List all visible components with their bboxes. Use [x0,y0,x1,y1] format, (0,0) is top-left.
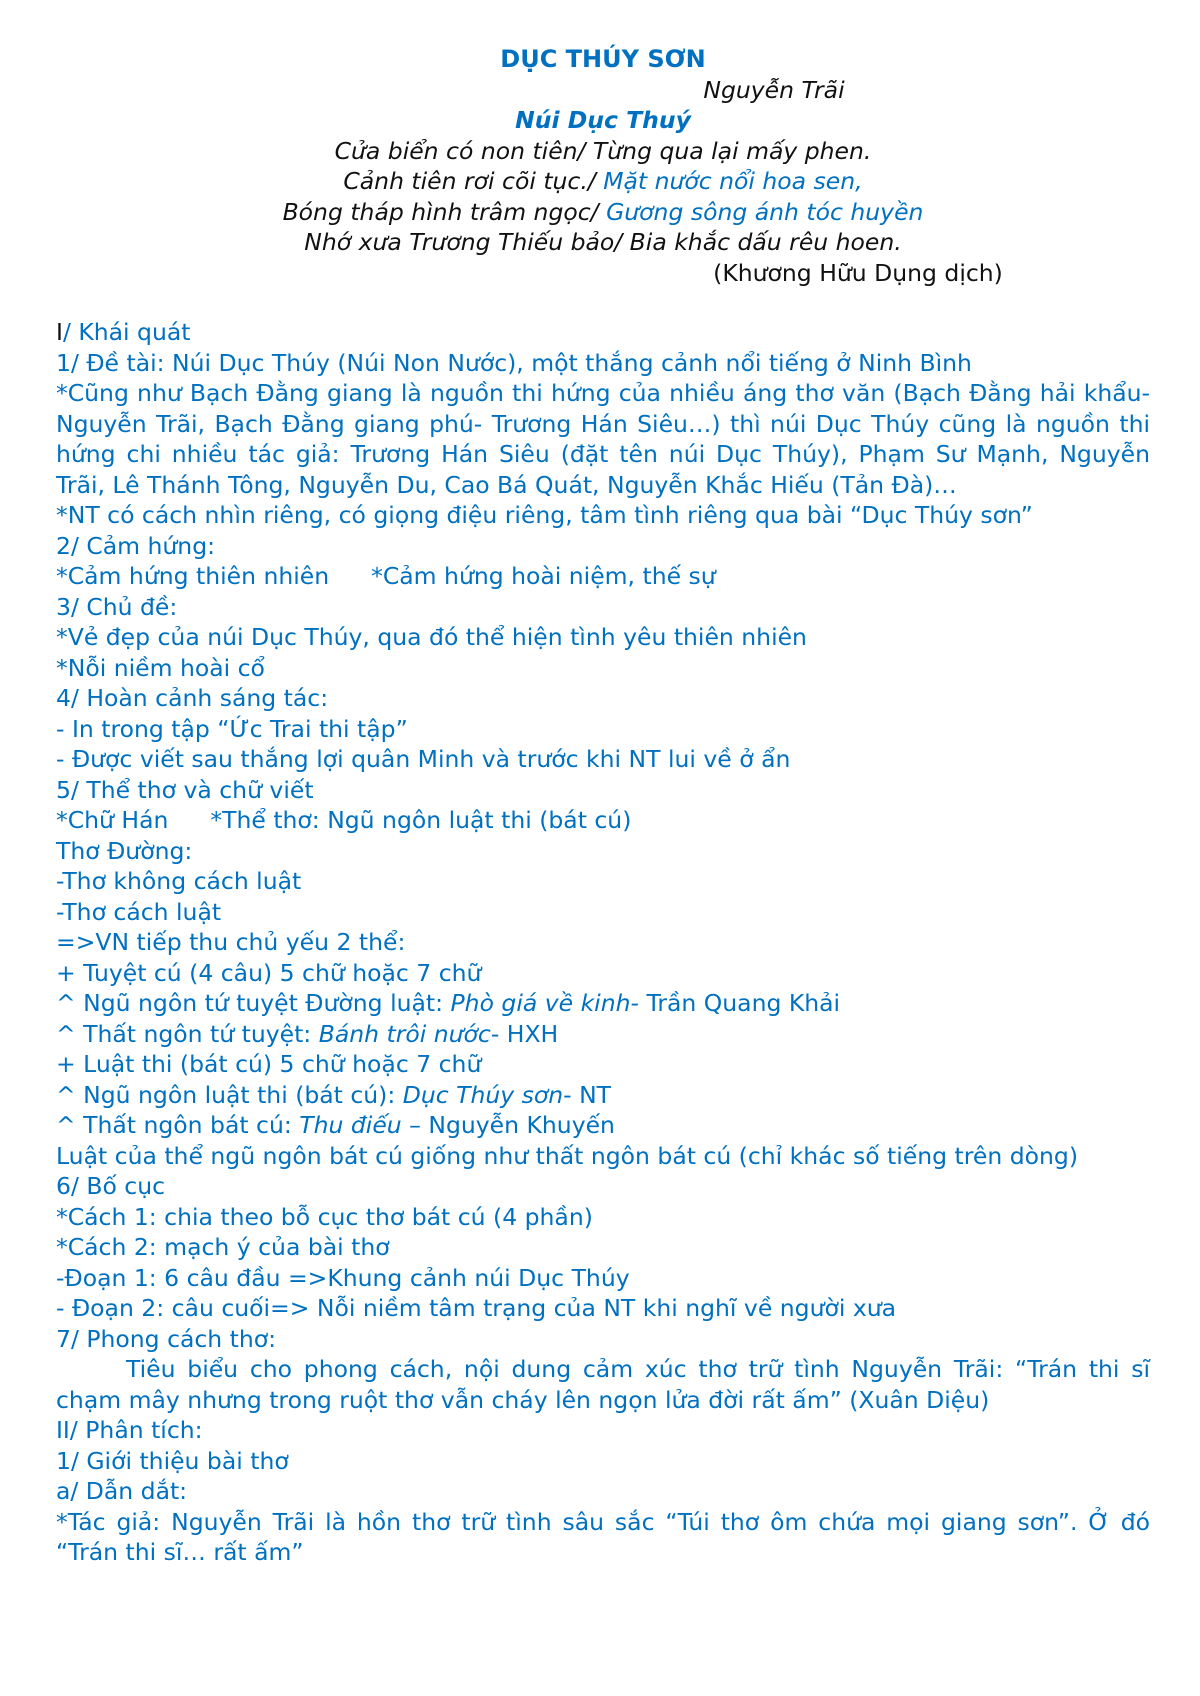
author-name: Nguyễn Trãi [703,75,845,104]
paragraph: -Thơ cách luật [56,897,222,926]
paragraph: -Đoạn 1: 6 câu đầu =>Khung cảnh núi Dục Thúy [56,1263,630,1292]
document-body [56,317,1150,1568]
document-header [56,44,1150,288]
document-title: DỤC THÚY SƠN [500,45,706,73]
paragraph: *Tác giả: Nguyễn Trãi là hồn thơ trữ tình sâu sắc “Túi thơ ôm chứa mọi giang sơn”. Ở đó “Trán thi sĩ… rất ấm” [56,1507,1150,1566]
paragraph: 1/ Đề tài: Núi Dục Thúy (Núi Non Nước), một thắng cảnh nổi tiếng ở Ninh Bình [56,348,972,377]
section-heading: I/ Khái quát [56,318,191,346]
paragraph: *Cách 1: chia theo bỗ cục thơ bát cú (4 phần) [56,1202,593,1231]
paragraph: - In trong tập “Ức Trai thi tập” [56,714,408,743]
paragraph: Luật của thể ngũ ngôn bát cú giống như thất ngôn bát cú (chỉ khác số tiếng trên dòng) [56,1141,1078,1170]
paragraph: 3/ Chủ đề: [56,592,178,621]
paragraph: 4/ Hoàn cảnh sáng tác: [56,684,329,712]
paragraph: -Thơ không cách luật [56,867,302,895]
poem-subtitle: Núi Dục Thuý [515,106,691,134]
paragraph: *NT có cách nhìn riêng, có giọng điệu riêng, tâm tình riêng qua bài “Dục Thúy sơn” [56,501,1033,529]
paragraph: ^ Ngũ ngôn luật thi (bát cú): Dục Thúy sơn- NT [56,1080,612,1109]
paragraph: 6/ Bố cục [56,1172,166,1200]
poem-line-3: Bóng tháp hình trâm ngọc/ Gương sông ánh tóc huyền [282,197,924,226]
paragraph: ^ Ngũ ngôn tứ tuyệt Đường luật: Phò giá về kinh- Trần Quang Khải [56,989,841,1017]
paragraph: - Được viết sau thắng lợi quân Minh và trước khi NT lui về ở ẩn [56,745,791,773]
paragraph: Thơ Đường: [56,836,193,865]
paragraph: Tiêu biểu cho phong cách, nội dung cảm xúc thơ trữ tình Nguyễn Trãi: “Trán thi sĩ chạm mây nhưng trong ruột thơ vẫn cháy lên ngọn lửa đời rất ấm” (Xuân Diệu) [56,1355,1150,1414]
paragraph: =>VN tiếp thu chủ yếu 2 thể: [56,928,406,956]
paragraph: *Nỗi niềm hoài cổ [56,653,265,682]
paragraph: - Đoạn 2: câu cuối=> Nỗi niềm tâm trạng của NT khi nghĩ về người xưa [56,1294,897,1322]
poem-line-2: Cảnh tiên rơi cõi tục./ Mặt nước nổi hoa sen, [343,167,863,195]
document-page [56,44,1150,1568]
paragraph: 1/ Giới thiệu bài thơ [56,1446,289,1475]
paragraph: *Cũng như Bạch Đằng giang là nguồn thi hứng của nhiều áng thơ văn (Bạch Đằng hải khẩu- Nguyễn Trãi, Bạch Đằng giang phú- Trương Hán Siêu…) thì núi Dục Thúy cũng là nguồn thi hứng chi nhiều tác giả: Trương Hán Siêu (đặt tên núi Dục Thúy), Phạm Sư Mạnh, Nguyễn Trãi, Lê Thánh Tông, Nguyễn Du, Cao Bá Quát, Nguyễn Khắc Hiếu (Tản Đà)… [56,379,1150,499]
translator-credit: (Khương Hữu Dụng dịch) [713,258,1003,287]
section-heading: II/ Phân tích: [56,1416,203,1444]
paragraph: 2/ Cảm hứng: [56,531,216,560]
paragraph: + Tuyệt cú (4 câu) 5 chữ hoặc 7 chữ [56,958,482,987]
poem-line-1: Cửa biển có non tiên/ Từng qua lại mấy phen. [334,136,872,165]
paragraph: 5/ Thể thơ và chữ viết [56,775,314,804]
paragraph: ^ Thất ngôn tứ tuyệt: Bánh trôi nước- HXH [56,1019,559,1048]
paragraph: 7/ Phong cách thơ: [56,1324,277,1353]
paragraph: + Luật thi (bát cú) 5 chữ hoặc 7 chữ [56,1050,482,1078]
paragraph: *Cảm hứng thiên nhiên *Cảm hứng hoài niệm, thế sự [56,562,716,590]
paragraph: *Chữ Hán *Thể thơ: Ngũ ngôn luật thi (bát cú) [56,806,632,834]
paragraph: ^ Thất ngôn bát cú: Thu điếu – Nguyễn Khuyến [56,1111,615,1139]
paragraph: *Cách 2: mạch ý của bài thơ [56,1233,390,1261]
poem-line-4: Nhớ xưa Trương Thiếu bảo/ Bia khắc dấu rêu hoen. [304,228,902,256]
paragraph: *Vẻ đẹp của núi Dục Thúy, qua đó thể hiện tình yêu thiên nhiên [56,623,807,651]
paragraph: a/ Dẫn dắt: [56,1477,188,1505]
